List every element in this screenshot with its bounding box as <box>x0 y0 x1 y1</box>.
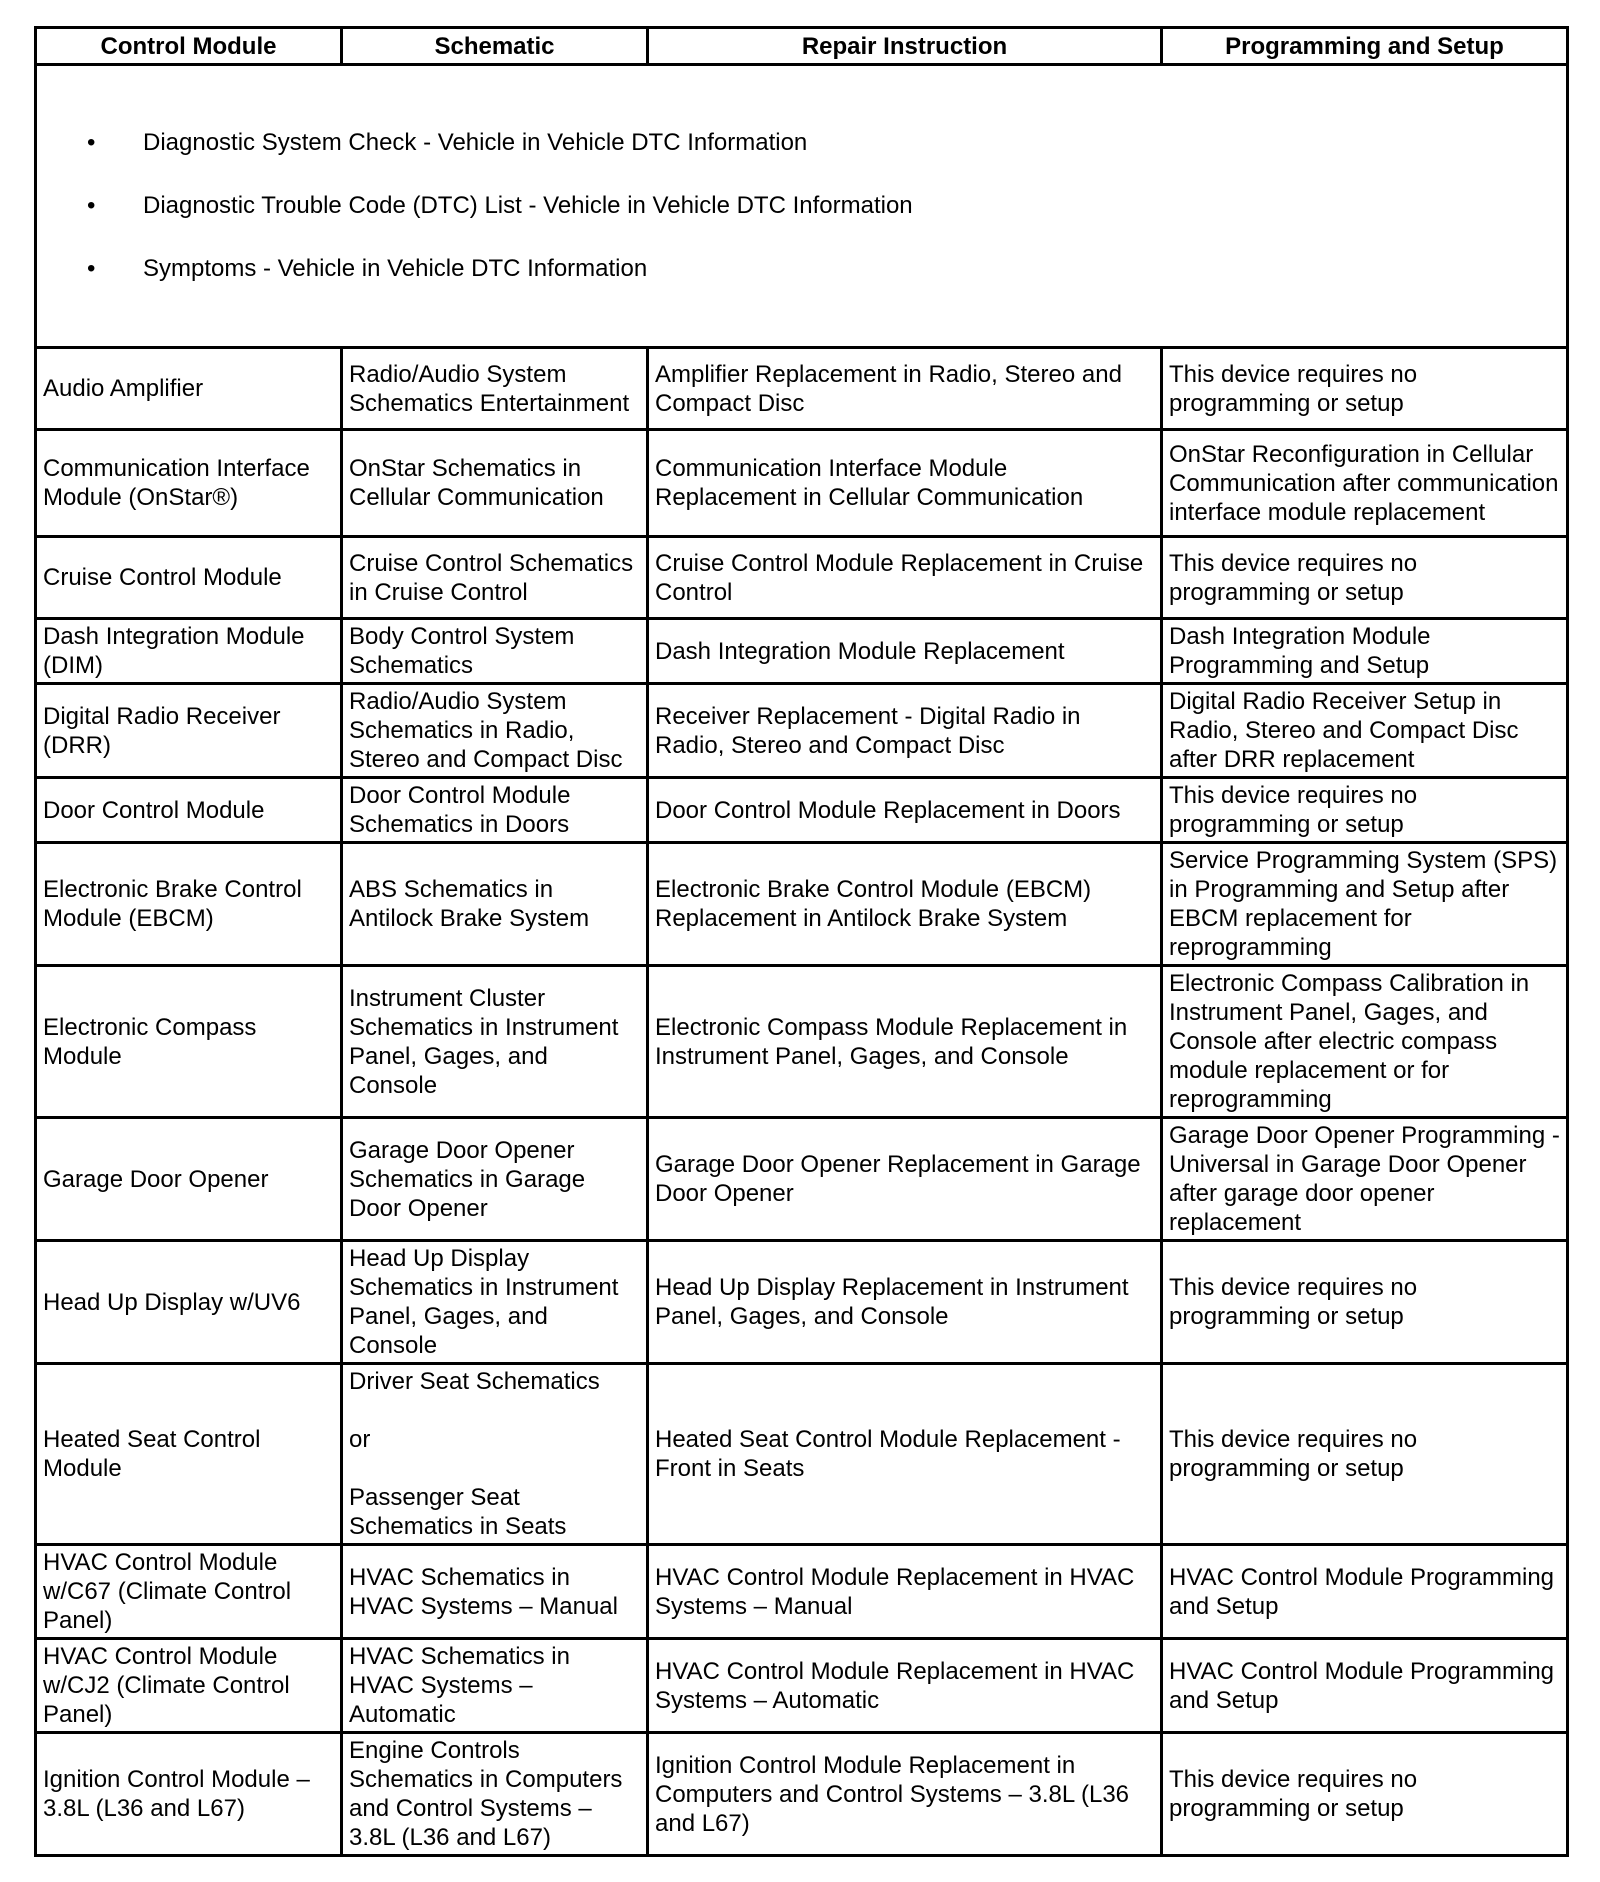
programming-cell: This device requires no programming or setup <box>1162 1364 1568 1545</box>
table-row <box>36 348 1568 430</box>
note-item: • Symptoms - Vehicle in Vehicle DTC Information <box>143 252 1560 286</box>
schematic-cell: Driver Seat Schematics or Passenger Seat Schematics in Seats <box>342 1364 648 1545</box>
schematic-cell: Radio/Audio System Schematics Entertainment <box>342 348 648 430</box>
programming-cell: This device requires no programming or setup <box>1162 348 1568 430</box>
module-cell: Head Up Display w/UV6 <box>36 1241 342 1364</box>
general-notes-row <box>36 65 1568 348</box>
programming-cell: This device requires no programming or setup <box>1162 1241 1568 1364</box>
table-row <box>36 684 1568 778</box>
schematic-cell: Garage Door Opener Schematics in Garage Door Opener <box>342 1118 648 1241</box>
general-notes-cell <box>36 65 1568 348</box>
column-header-programming-setup: Programming and Setup <box>1162 28 1568 65</box>
programming-cell: Dash Integration Module Programming and Setup <box>1162 619 1568 684</box>
repair-cell: Cruise Control Module Replacement in Cruise Control <box>648 537 1162 619</box>
programming-cell: Digital Radio Receiver Setup in Radio, Stereo and Compact Disc after DRR replacement <box>1162 684 1568 778</box>
column-header-control-module: Control Module <box>36 28 342 65</box>
repair-cell: Head Up Display Replacement in Instrument Panel, Gages, and Console <box>648 1241 1162 1364</box>
programming-cell: This device requires no programming or setup <box>1162 1733 1568 1856</box>
schematic-cell: Body Control System Schematics <box>342 619 648 684</box>
module-cell: Heated Seat Control Module <box>36 1364 342 1545</box>
table-row <box>36 843 1568 966</box>
table-row <box>36 1733 1568 1856</box>
module-cell: Digital Radio Receiver (DRR) <box>36 684 342 778</box>
module-cell: Garage Door Opener <box>36 1118 342 1241</box>
table-row <box>36 619 1568 684</box>
programming-cell: HVAC Control Module Programming and Setup <box>1162 1639 1568 1733</box>
document-page <box>34 26 1566 1857</box>
schematic-cell: Radio/Audio System Schematics in Radio, Stereo and Compact Disc <box>342 684 648 778</box>
programming-cell: Service Programming System (SPS) in Programming and Setup after EBCM replacement for reprogramming <box>1162 843 1568 966</box>
repair-cell: Door Control Module Replacement in Doors <box>648 778 1162 843</box>
note-item: • Diagnostic System Check - Vehicle in Vehicle DTC Information <box>143 126 1560 160</box>
programming-cell: This device requires no programming or setup <box>1162 537 1568 619</box>
module-cell: Communication Interface Module (OnStar®) <box>36 430 342 537</box>
repair-cell: Electronic Brake Control Module (EBCM) Replacement in Antilock Brake System <box>648 843 1162 966</box>
repair-cell: Communication Interface Module Replacement in Cellular Communication <box>648 430 1162 537</box>
schematic-cell: ABS Schematics in Antilock Brake System <box>342 843 648 966</box>
table-row <box>36 1118 1568 1241</box>
schematic-cell: HVAC Schematics in HVAC Systems – Automatic <box>342 1639 648 1733</box>
schematic-cell: Instrument Cluster Schematics in Instrument Panel, Gages, and Console <box>342 966 648 1118</box>
column-header-schematic: Schematic <box>342 28 648 65</box>
schematic-cell: Head Up Display Schematics in Instrument Panel, Gages, and Console <box>342 1241 648 1364</box>
programming-cell: This device requires no programming or setup <box>1162 778 1568 843</box>
table-row <box>36 1364 1568 1545</box>
repair-cell: Ignition Control Module Replacement in Computers and Control Systems – 3.8L (L36 and L67) <box>648 1733 1162 1856</box>
repair-cell: Electronic Compass Module Replacement in Instrument Panel, Gages, and Console <box>648 966 1162 1118</box>
repair-cell: Dash Integration Module Replacement <box>648 619 1162 684</box>
repair-cell: Amplifier Replacement in Radio, Stereo and Compact Disc <box>648 348 1162 430</box>
repair-cell: Garage Door Opener Replacement in Garage Door Opener <box>648 1118 1162 1241</box>
module-cell: Dash Integration Module (DIM) <box>36 619 342 684</box>
table-row <box>36 778 1568 843</box>
repair-cell: Receiver Replacement - Digital Radio in Radio, Stereo and Compact Disc <box>648 684 1162 778</box>
table-row <box>36 966 1568 1118</box>
schematic-cell: Cruise Control Schematics in Cruise Control <box>342 537 648 619</box>
module-cell: HVAC Control Module w/C67 (Climate Control Panel) <box>36 1545 342 1639</box>
repair-cell: Heated Seat Control Module Replacement - Front in Seats <box>648 1364 1162 1545</box>
schematic-cell: OnStar Schematics in Cellular Communication <box>342 430 648 537</box>
table-row <box>36 1639 1568 1733</box>
note-item: • Diagnostic Trouble Code (DTC) List - Vehicle in Vehicle DTC Information <box>143 189 1560 223</box>
schematic-cell: HVAC Schematics in HVAC Systems – Manual <box>342 1545 648 1639</box>
table-row <box>36 537 1568 619</box>
column-header-repair-instruction: Repair Instruction <box>648 28 1162 65</box>
schematic-cell: Engine Controls Schematics in Computers and Control Systems – 3.8L (L36 and L67) <box>342 1733 648 1856</box>
table-row <box>36 1545 1568 1639</box>
module-cell: Ignition Control Module – 3.8L (L36 and L67) <box>36 1733 342 1856</box>
programming-cell: Electronic Compass Calibration in Instrument Panel, Gages, and Console after electric compass module replacement or for reprogramming <box>1162 966 1568 1118</box>
module-cell: Electronic Brake Control Module (EBCM) <box>36 843 342 966</box>
programming-cell: OnStar Reconfiguration in Cellular Communication after communication interface module replacement <box>1162 430 1568 537</box>
repair-cell: HVAC Control Module Replacement in HVAC Systems – Automatic <box>648 1639 1162 1733</box>
programming-cell: Garage Door Opener Programming - Universal in Garage Door Opener after garage door opener replacement <box>1162 1118 1568 1241</box>
module-cell: HVAC Control Module w/CJ2 (Climate Control Panel) <box>36 1639 342 1733</box>
module-cell: Cruise Control Module <box>36 537 342 619</box>
module-cell: Door Control Module <box>36 778 342 843</box>
table-row <box>36 430 1568 537</box>
repair-cell: HVAC Control Module Replacement in HVAC Systems – Manual <box>648 1545 1162 1639</box>
module-cell: Audio Amplifier <box>36 348 342 430</box>
header-row <box>36 28 1568 65</box>
module-cell: Electronic Compass Module <box>36 966 342 1118</box>
schematic-cell: Door Control Module Schematics in Doors <box>342 778 648 843</box>
general-notes-list <box>43 97 1560 315</box>
control-module-table <box>34 26 1569 1857</box>
table-row <box>36 1241 1568 1364</box>
programming-cell: HVAC Control Module Programming and Setup <box>1162 1545 1568 1639</box>
